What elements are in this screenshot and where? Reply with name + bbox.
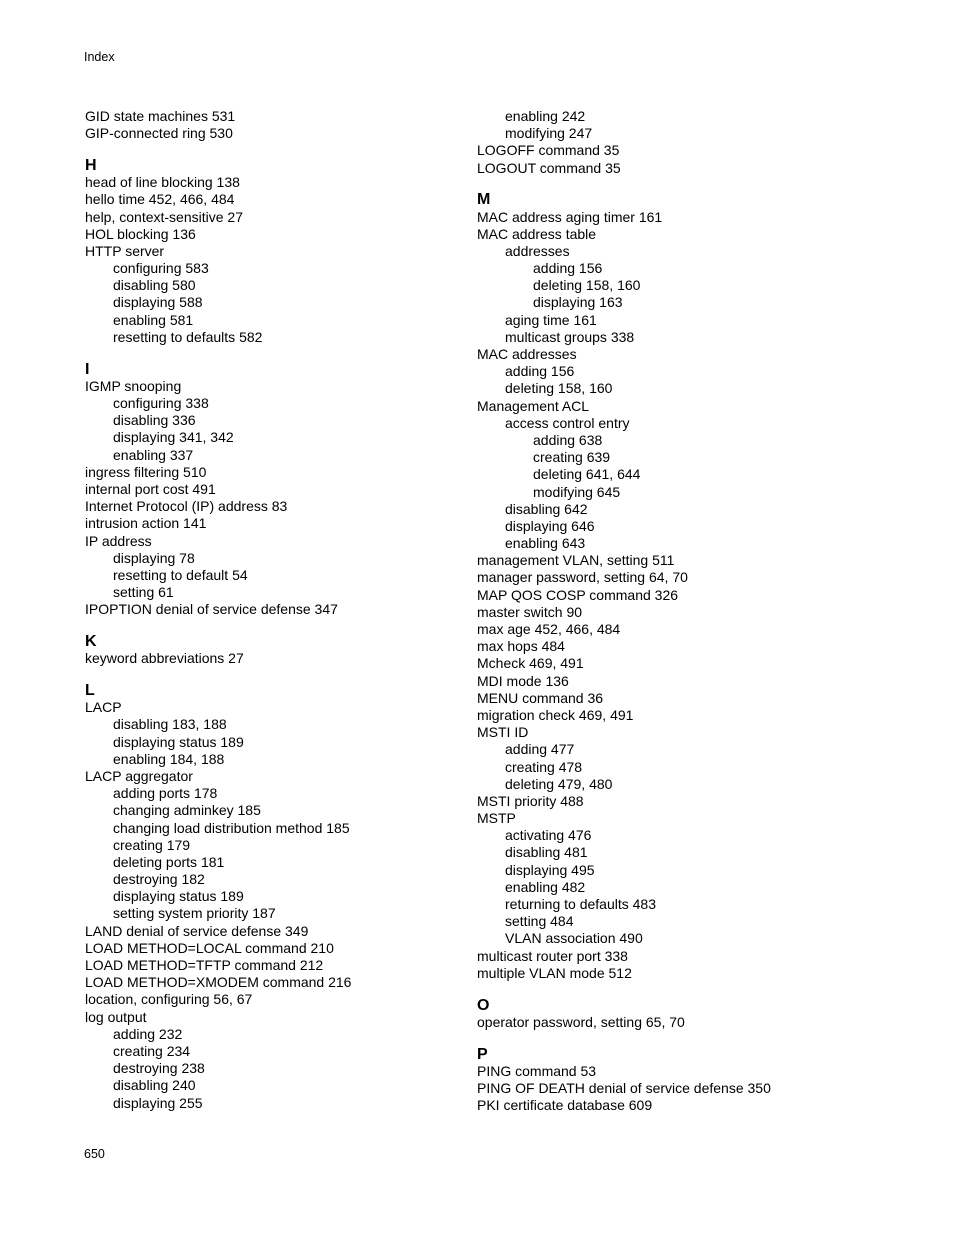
index-subentry: adding 156 xyxy=(533,260,603,277)
index-subentry: creating 639 xyxy=(533,449,611,466)
index-subentry: resetting to default 54 xyxy=(113,566,248,583)
index-subentry: disabling 481 xyxy=(505,844,588,861)
index-section-letter: H xyxy=(85,156,97,174)
index-entry: IP address xyxy=(85,532,152,549)
index-entry: MAC address table xyxy=(477,225,597,242)
index-entry: internal port cost 491 xyxy=(85,480,216,497)
index-subentry: disabling 336 xyxy=(113,412,196,429)
index-subentry: displaying 163 xyxy=(533,294,623,311)
index-subentry: deleting 479, 480 xyxy=(505,775,613,792)
index-entry: HTTP server xyxy=(85,242,165,259)
index-subentry: destroying 238 xyxy=(113,1060,205,1077)
index-entry: MSTP xyxy=(477,810,516,827)
page-number: 650 xyxy=(84,1147,105,1161)
index-subentry: displaying 341, 342 xyxy=(113,429,234,446)
index-subentry: setting 484 xyxy=(505,913,574,930)
index-entry: PKI certificate database 609 xyxy=(477,1097,653,1114)
index-subentry: configuring 583 xyxy=(113,260,209,277)
index-subentry: disabling 580 xyxy=(113,277,196,294)
index-entry: management VLAN, setting 511 xyxy=(477,552,675,569)
index-section-letter: P xyxy=(477,1045,488,1063)
index-subentry: VLAN association 490 xyxy=(505,930,643,947)
index-subentry: displaying status 189 xyxy=(113,733,244,750)
index-entry: Mcheck 469, 491 xyxy=(477,655,584,672)
index-section-letter: O xyxy=(477,996,490,1014)
index-subentry: disabling 240 xyxy=(113,1077,196,1094)
index-subentry: changing load distribution method 185 xyxy=(113,819,350,836)
index-entry: MENU command 36 xyxy=(477,689,604,706)
index-subentry: displaying 588 xyxy=(113,294,203,311)
index-subentry: enabling 242 xyxy=(505,108,586,124)
index-entry: LACP aggregator xyxy=(85,767,193,784)
index-entry: MAC address aging timer 161 xyxy=(477,208,663,225)
index-subentry: multicast groups 338 xyxy=(505,328,635,345)
index-entry: log output xyxy=(85,1008,147,1025)
index-subentry: deleting 158, 160 xyxy=(533,277,641,294)
index-subentry: resetting to defaults 582 xyxy=(113,328,263,345)
index-subentry: destroying 182 xyxy=(113,871,205,888)
index-entry: max hops 484 xyxy=(477,638,565,655)
index-entry: Management ACL xyxy=(477,397,590,414)
index-subentry: displaying 495 xyxy=(505,861,595,878)
index-entry: HOL blocking 136 xyxy=(85,225,196,242)
running-header: Index xyxy=(84,50,115,64)
index-subentry: creating 234 xyxy=(113,1042,191,1059)
index-subentry: creating 179 xyxy=(113,836,191,853)
index-entry: location, configuring 56, 67 xyxy=(85,991,253,1008)
index-entry: max age 452, 466, 484 xyxy=(477,621,621,638)
index-subentry: disabling 183, 188 xyxy=(113,716,227,733)
index-subentry: addresses xyxy=(505,242,570,259)
index-subentry: modifying 645 xyxy=(533,483,621,500)
index-entry: LOAD METHOD=TFTP command 212 xyxy=(85,957,324,973)
index-entry: help, context-sensitive 27 xyxy=(85,208,243,225)
index-entry: keyword abbreviations 27 xyxy=(85,650,244,667)
index-entry: MAC addresses xyxy=(477,346,577,363)
index-subentry: adding 232 xyxy=(113,1025,183,1042)
index-subentry: adding 156 xyxy=(505,363,575,380)
index-subentry: modifying 247 xyxy=(505,125,593,142)
index-subentry: adding ports 178 xyxy=(113,785,218,802)
index-subentry: deleting 641, 644 xyxy=(533,466,641,483)
index-subentry: disabling 642 xyxy=(505,500,588,517)
index-entry: PING OF DEATH denial of service defense 350 xyxy=(477,1079,771,1096)
index-entry: ingress filtering 510 xyxy=(85,463,207,480)
index-entry: migration check 469, 491 xyxy=(477,706,634,723)
index-subentry: displaying 255 xyxy=(113,1094,203,1111)
index-entry: LOGOFF command 35 xyxy=(477,142,620,159)
index-entry: IPOPTION denial of service defense 347 xyxy=(85,601,338,618)
index-subentry: setting system priority 187 xyxy=(113,905,276,922)
index-entry: multicast router port 338 xyxy=(477,947,628,964)
index-section-letter: I xyxy=(85,360,90,378)
index-entry: LOAD METHOD=XMODEM command 216 xyxy=(85,974,352,991)
index-subentry: setting 61 xyxy=(113,584,174,601)
index-subentry: displaying 646 xyxy=(505,517,595,534)
index-entry: LOGOUT command 35 xyxy=(477,159,621,176)
index-entry: MDI mode 136 xyxy=(477,672,569,689)
index-entry: head of line blocking 138 xyxy=(85,174,240,191)
index-entry: GID state machines 531 xyxy=(85,108,236,124)
index-subentry: activating 476 xyxy=(505,827,592,844)
index-subentry: deleting 158, 160 xyxy=(505,380,613,397)
index-section-letter: L xyxy=(85,682,95,699)
index-subentry: creating 478 xyxy=(505,758,583,775)
index-entry: MSTI priority 488 xyxy=(477,792,584,809)
index-subentry: adding 638 xyxy=(533,431,603,448)
index-subentry: enabling 581 xyxy=(113,311,194,328)
index-subentry: deleting ports 181 xyxy=(113,853,225,870)
index-subentry: adding 477 xyxy=(505,741,575,758)
index-entry: Internet Protocol (IP) address 83 xyxy=(85,498,288,515)
index-entry: master switch 90 xyxy=(477,603,583,620)
index-subentry: enabling 643 xyxy=(505,535,586,552)
index-subentry: changing adminkey 185 xyxy=(113,802,261,819)
index-subentry: returning to defaults 483 xyxy=(505,896,656,913)
index-column-right xyxy=(477,108,877,1114)
index-subentry: aging time 161 xyxy=(505,311,597,328)
index-subentry: displaying 78 xyxy=(113,549,195,566)
index-subentry: enabling 184, 188 xyxy=(113,750,225,767)
index-entry: LAND denial of service defense 349 xyxy=(85,922,309,939)
index-entry: multiple VLAN mode 512 xyxy=(477,964,632,981)
index-entry: GIP-connected ring 530 xyxy=(85,125,233,142)
index-entry: hello time 452, 466, 484 xyxy=(85,191,235,208)
index-column-left xyxy=(85,108,485,1112)
index-entry: MSTI ID xyxy=(477,724,529,741)
index-subentry: configuring 338 xyxy=(113,395,209,411)
index-entry: IGMP snooping xyxy=(85,377,182,394)
index-entry: manager password, setting 64, 70 xyxy=(477,569,688,586)
index-entry: operator password, setting 65, 70 xyxy=(477,1013,685,1030)
index-entry: LACP xyxy=(85,699,122,716)
index-entry: intrusion action 141 xyxy=(85,515,207,532)
index-entry: PING command 53 xyxy=(477,1062,597,1079)
index-section-letter: M xyxy=(477,191,491,209)
index-entry: MAP QOS COSP command 326 xyxy=(477,586,679,603)
index-subentry: enabling 482 xyxy=(505,878,586,895)
index-subentry: enabling 337 xyxy=(113,446,194,463)
index-section-letter: K xyxy=(85,633,97,651)
index-subentry: access control entry xyxy=(505,414,630,431)
index-entry: LOAD METHOD=LOCAL command 210 xyxy=(85,939,334,956)
index-subentry: displaying status 189 xyxy=(113,888,244,905)
